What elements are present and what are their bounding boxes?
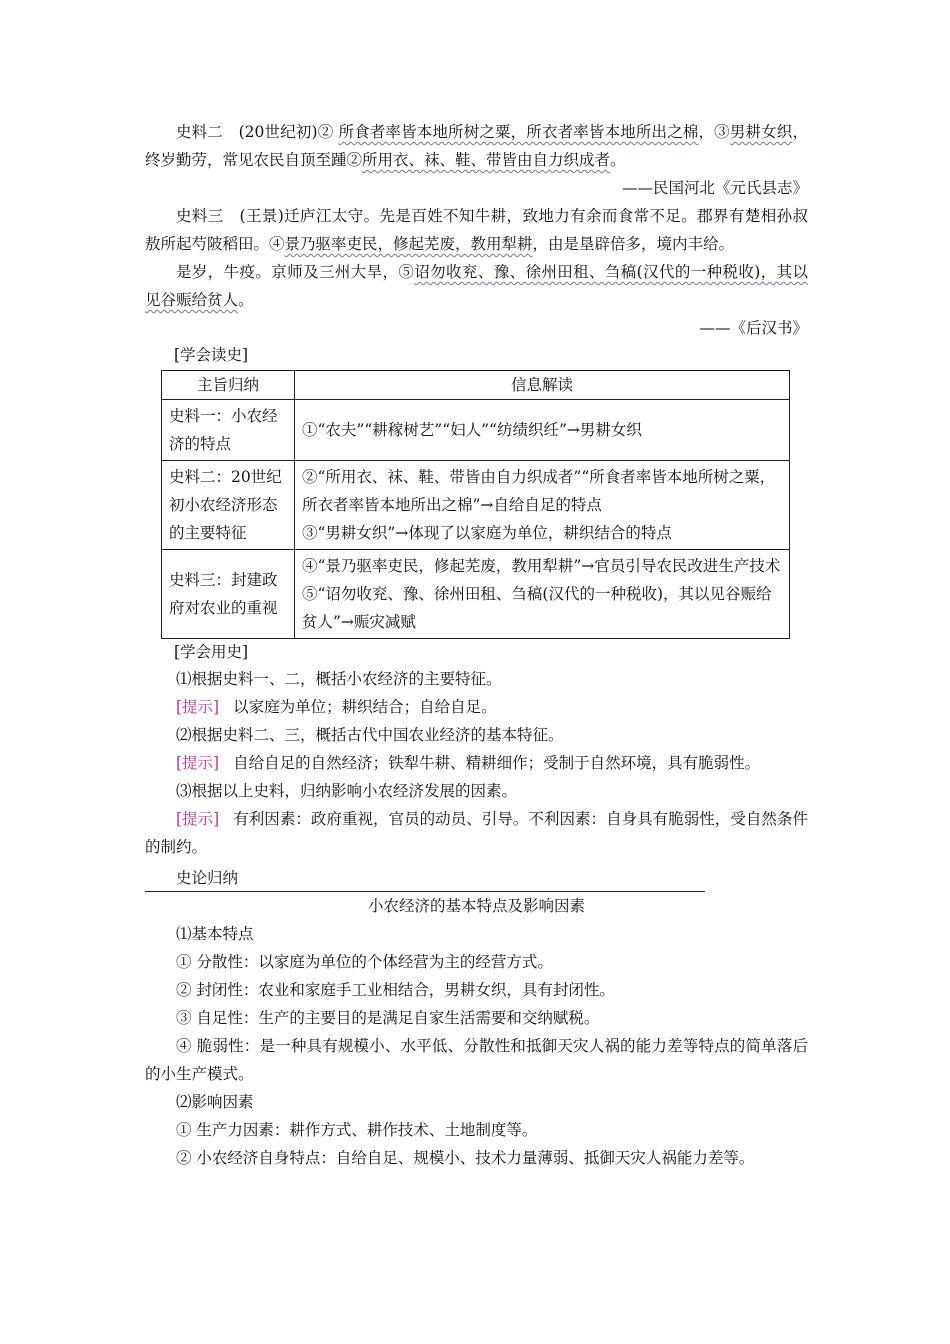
- table-cell-interpretation: ④“景乃驱率吏民，修起芜废，教用犁耕”→官员引导农民改进生产技术 ⑤“诏勿收兖、豫、徐州田租、刍稿(汉代的一种税收)，其以见谷赈给贫人”→赈灾减赋: [295, 550, 790, 639]
- source-3-paragraph: 史料三 (王景)迁庐江太守。先是百姓不知牛耕，致地力有余而食常不足。郡界有楚相孙叔敖所起芍陂稻田。④景乃驱率吏民，修起芜废，教用犁耕，由是垦辟倍多，境内丰给。: [145, 207, 808, 253]
- source-2-label: 史料二: [176, 123, 223, 141]
- summary-point: ③ 自足性：生产的主要目的是满足自家生活需要和交纳赋税。: [176, 1009, 600, 1027]
- summary-subheading: ⑴基本特点: [176, 925, 254, 943]
- summary-point: ① 生产力因素：耕作方式、耕作技术、土地制度等。: [176, 1121, 538, 1139]
- table-header-row: [162, 371, 790, 400]
- question-1: ⑴根据史料一、二，概括小农经济的主要特征。: [176, 670, 502, 688]
- table-header-cell: 主旨归纳: [162, 371, 295, 400]
- source-2-highlight-farming: 男耕女织: [729, 123, 793, 141]
- question-3: ⑶根据以上史料，归纳影响小农经济发展的因素。: [176, 782, 518, 800]
- source-2-paragraph: 史料二 (20世纪初)② 所食者率皆本地所树之粟，所衣者率皆本地所出之棉，③男耕女织，终岁勤劳，常见农民自顶至踵②所用衣、袜、鞋、带皆由自力织成者。: [145, 123, 808, 169]
- table-row: [162, 461, 790, 550]
- source-3-highlight-plough: 景乃驱率吏民，修起芜废，教用犁耕: [284, 235, 533, 253]
- hint-label: [提示]: [176, 754, 220, 772]
- source-3-paragraph-2: 是岁，牛疫。京师及三州大旱，⑤诏勿收兖、豫、徐州田租、刍稿(汉代的一种税收)，其以见谷赈给贫人。: [145, 263, 808, 309]
- document-page: [145, 118, 808, 1172]
- summary-point: ② 封闭性：农业和家庭手工业相结合，男耕女织，具有封闭性。: [176, 981, 615, 999]
- answer-1: [提示] 以家庭为单位；耕织结合；自给自足。: [176, 698, 497, 716]
- source-2-highlight-clothing: 所用衣、袜、鞋、带皆由自力织成者: [362, 151, 611, 169]
- learn-use-title: [学会用史]: [174, 643, 249, 661]
- answer-2: [提示] 自给自足的自然经济；铁犁牛耕、精耕细作；受制于自然环境，具有脆弱性。: [176, 754, 761, 772]
- learn-read-title: [学会读史]: [174, 346, 249, 364]
- answer-3: [提示] 有利因素：政府重视，官员的动员、引导。不利因素：自身具有脆弱性，受自然条件的制约。: [145, 810, 808, 856]
- summary-point: ② 小农经济自身特点：自给自足、规模小、技术力量薄弱、抵御天灾人祸能力差等。: [176, 1149, 755, 1167]
- question-2: ⑵根据史料二、三，概括古代中国农业经济的基本特征。: [176, 726, 564, 744]
- table-cell-interpretation: ②“所用衣、袜、鞋、带皆由自力织成者”“所食者率皆本地所树之粟，所衣者率皆本地所出之棉”→自给自足的特点 ③“男耕女织”→体现了以家庭为单位，耕织结合的特点: [295, 461, 790, 550]
- table-cell-summary: 史料三：封建政府对农业的重视: [162, 550, 295, 639]
- table-cell-interpretation: ①“农夫”“耕稼树艺”“妇人”“纺绩织纴”→男耕女织: [295, 400, 790, 461]
- summary-point: ④ 脆弱性：是一种具有规模小、水平低、分散性和抵御天灾人祸的能力差等特点的简单落后的小生产模式。: [145, 1037, 808, 1083]
- source-3-citation: ——《后汉书》: [699, 319, 808, 337]
- summary-heading: 小农经济的基本特点及影响因素: [367, 897, 585, 915]
- info-table: [161, 370, 790, 639]
- table-cell-summary: 史料一：小农经济的特点: [162, 400, 295, 461]
- summary-subheading: ⑵影响因素: [176, 1093, 254, 1111]
- source-3-label: 史料三: [176, 207, 224, 225]
- source-2-citation: ——民国河北《元氏县志》: [621, 179, 808, 197]
- source-3-highlight-relief: 诏勿收兖、豫、徐州田租、刍稿(汉代的一种税收)，其以见谷赈给贫人: [145, 263, 808, 309]
- section-title: 史论归纳: [145, 865, 705, 892]
- table-cell-summary: 史料二：20世纪初小农经济形态的主要特征: [162, 461, 295, 550]
- hint-label: [提示]: [176, 810, 220, 828]
- hint-label: [提示]: [176, 698, 220, 716]
- table-header-cell: 信息解读: [295, 371, 790, 400]
- summary-point: ① 分散性：以家庭为单位的个体经营为主的经营方式。: [176, 953, 553, 971]
- table-row: [162, 550, 790, 639]
- table-row: [162, 400, 790, 461]
- source-2-highlight-food: 所食者率皆本地所树之粟，所衣者率皆本地所出之棉: [338, 123, 699, 141]
